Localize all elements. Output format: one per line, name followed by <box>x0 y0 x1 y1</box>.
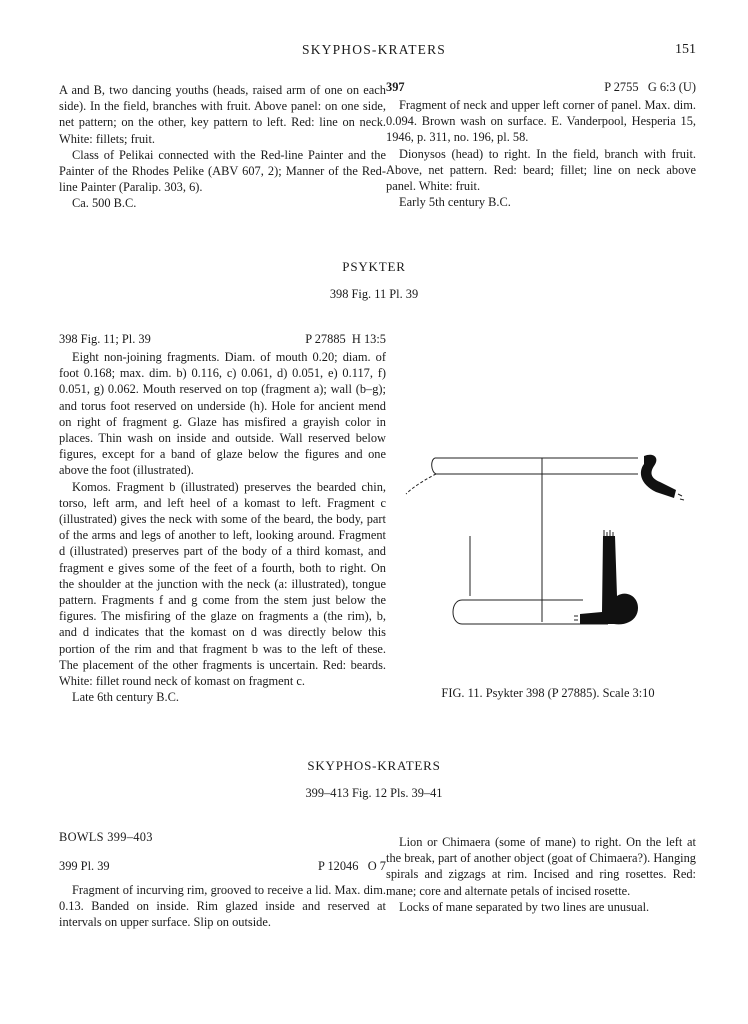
date-line: Early 5th century B.C. <box>399 195 511 210</box>
inventory-number: P 2755 <box>604 80 639 94</box>
entry-label: 399 Pl. 39 <box>59 859 110 873</box>
section-subline-skyphos-kraters: 399–413 Fig. 12 Pls. 39–41 <box>305 786 443 800</box>
inventory-number: P 12046 <box>317 859 359 873</box>
rim-break-marks <box>678 494 684 500</box>
grid-ref: H 13:5 <box>351 332 386 346</box>
grid-ref: G 6:3 (U) <box>647 80 696 94</box>
date-line: Ca. 500 B.C. <box>72 196 137 211</box>
entry-397-body <box>386 97 696 210</box>
paragraph: A and B, two dancing youths (heads, raised arm of one on each side). In the field, branches with fruit. Above panel: on one side, net pattern; on the other, key pattern to left. Red: line on neck. White: fillets; fruit. <box>59 83 386 146</box>
stem-foot-section-profile <box>580 536 638 624</box>
entry-398-heading <box>59 331 386 347</box>
entry-catalog-refs <box>604 79 696 95</box>
entry-label: 398 Fig. 11; Pl. 39 <box>59 332 151 346</box>
entry-398-body <box>59 349 386 705</box>
grid-ref: O 7 <box>367 859 386 873</box>
entry-number: 397 <box>386 80 405 94</box>
paragraph: Fragment of incurving rim, grooved to receive a lid. Max. dim. 0.13. Banded on inside. Rim glazed inside and reserved at intervals on upper surface. Slip on outside. <box>59 883 386 930</box>
page-number: 151 <box>675 42 696 57</box>
section-title-psykter: PSYKTER <box>342 259 406 274</box>
stem-break-marks <box>604 530 613 536</box>
paragraph: Fragment of neck and upper left corner of panel. Max. dim. 0.094. Brown wash on surface. E. Vanderpool, Hesperia 15, 1946, p. 311, no. 196, pl. 58. <box>386 98 696 145</box>
psykter-profile-drawing <box>398 450 698 640</box>
shoulder-broken-line <box>406 474 436 494</box>
paragraph: Locks of mane separated by two lines are unusual. <box>399 899 650 914</box>
entry-catalog-refs <box>318 858 386 874</box>
entry-catalog-refs <box>305 331 386 347</box>
date-line: Late 6th century B.C. <box>72 690 180 705</box>
paragraph: Dionysos (head) to right. In the field, branch with fruit. Above, net pattern. Red: beard; fillet; line on neck above panel. White: fruit. <box>386 146 696 194</box>
paragraph: Komos. Fragment b (illustrated) preserves the bearded chin, torso, left arm, and left heel of a komast to left. Fragment c (illustrated) gives the neck with some of the beard, the body, part of the arms and legs of another to left, looking around. Fragment d (illustrated) preserves part of the body of a third komast, and fragment e gives some of the feet of a fourth, both to right. On the shoulder at the junction with the neck (a: illustrated), tongue pattern. Fragments f and g come from the stem just below the figures. The misfiring of the glaze on fragments a (the rim), b, and d indicates that the komast on d was directly below this portion of the rim and that fragment b was to the left of these. The placement of the other fragments is uncertain. Red: beards. White: fillet round neck of komast on fragment c. <box>59 479 386 689</box>
bowls-heading: BOWLS 399–403 <box>59 830 153 844</box>
entry-399-continuation <box>386 834 696 915</box>
paragraph: Class of Pelikai connected with the Red-line Painter and the Painter of the Rhodes Pelike (ABV 607, 2); Manner of the Red-line Painter (Paralip. 303, 6). <box>59 147 386 195</box>
entry-397-heading <box>386 79 696 95</box>
rim-section-profile <box>641 455 676 498</box>
running-header-title: SKYPHOS-KRATERS <box>301 42 447 57</box>
section-subline-psykter: 398 Fig. 11 Pl. 39 <box>329 287 419 301</box>
paragraph: Lion or Chimaera (some of mane) to right. On the left at the break, part of another object (goat of Chimaera?). Hanging spirals and zigzags at rim. Incised and ring rosettes. Red: mane; core and alternate petals of incised rosette. <box>386 835 696 898</box>
inventory-number: P 27885 <box>305 332 346 346</box>
figure-caption: FIG. 11. Psykter 398 (P 27885). Scale 3:10 <box>441 686 655 700</box>
entry-399-body <box>59 882 386 931</box>
section-title-skyphos-kraters: SKYPHOS-KRATERS <box>307 758 441 773</box>
rim-lip <box>432 458 638 474</box>
paragraph: Eight non-joining fragments. Diam. of mouth 0.20; diam. of foot 0.168; max. dim. b) 0.116, c) 0.061, d) 0.051, e) 0.117, f) 0.051, g) 0.062. Mouth reserved on top (fragment a); wall (b–g); and torus foot reserved on underside (h). Hole for ancient mend on right of fragment g. Glaze has misfired a grayish color in places. Thin wash on inside and outside. Wall reserved below figures, except for a band of glaze below the figures and one above the foot (illustrated). <box>59 350 386 478</box>
top-left-column <box>59 82 386 212</box>
entry-399-heading <box>59 858 386 874</box>
foot-break-marks <box>574 616 578 620</box>
